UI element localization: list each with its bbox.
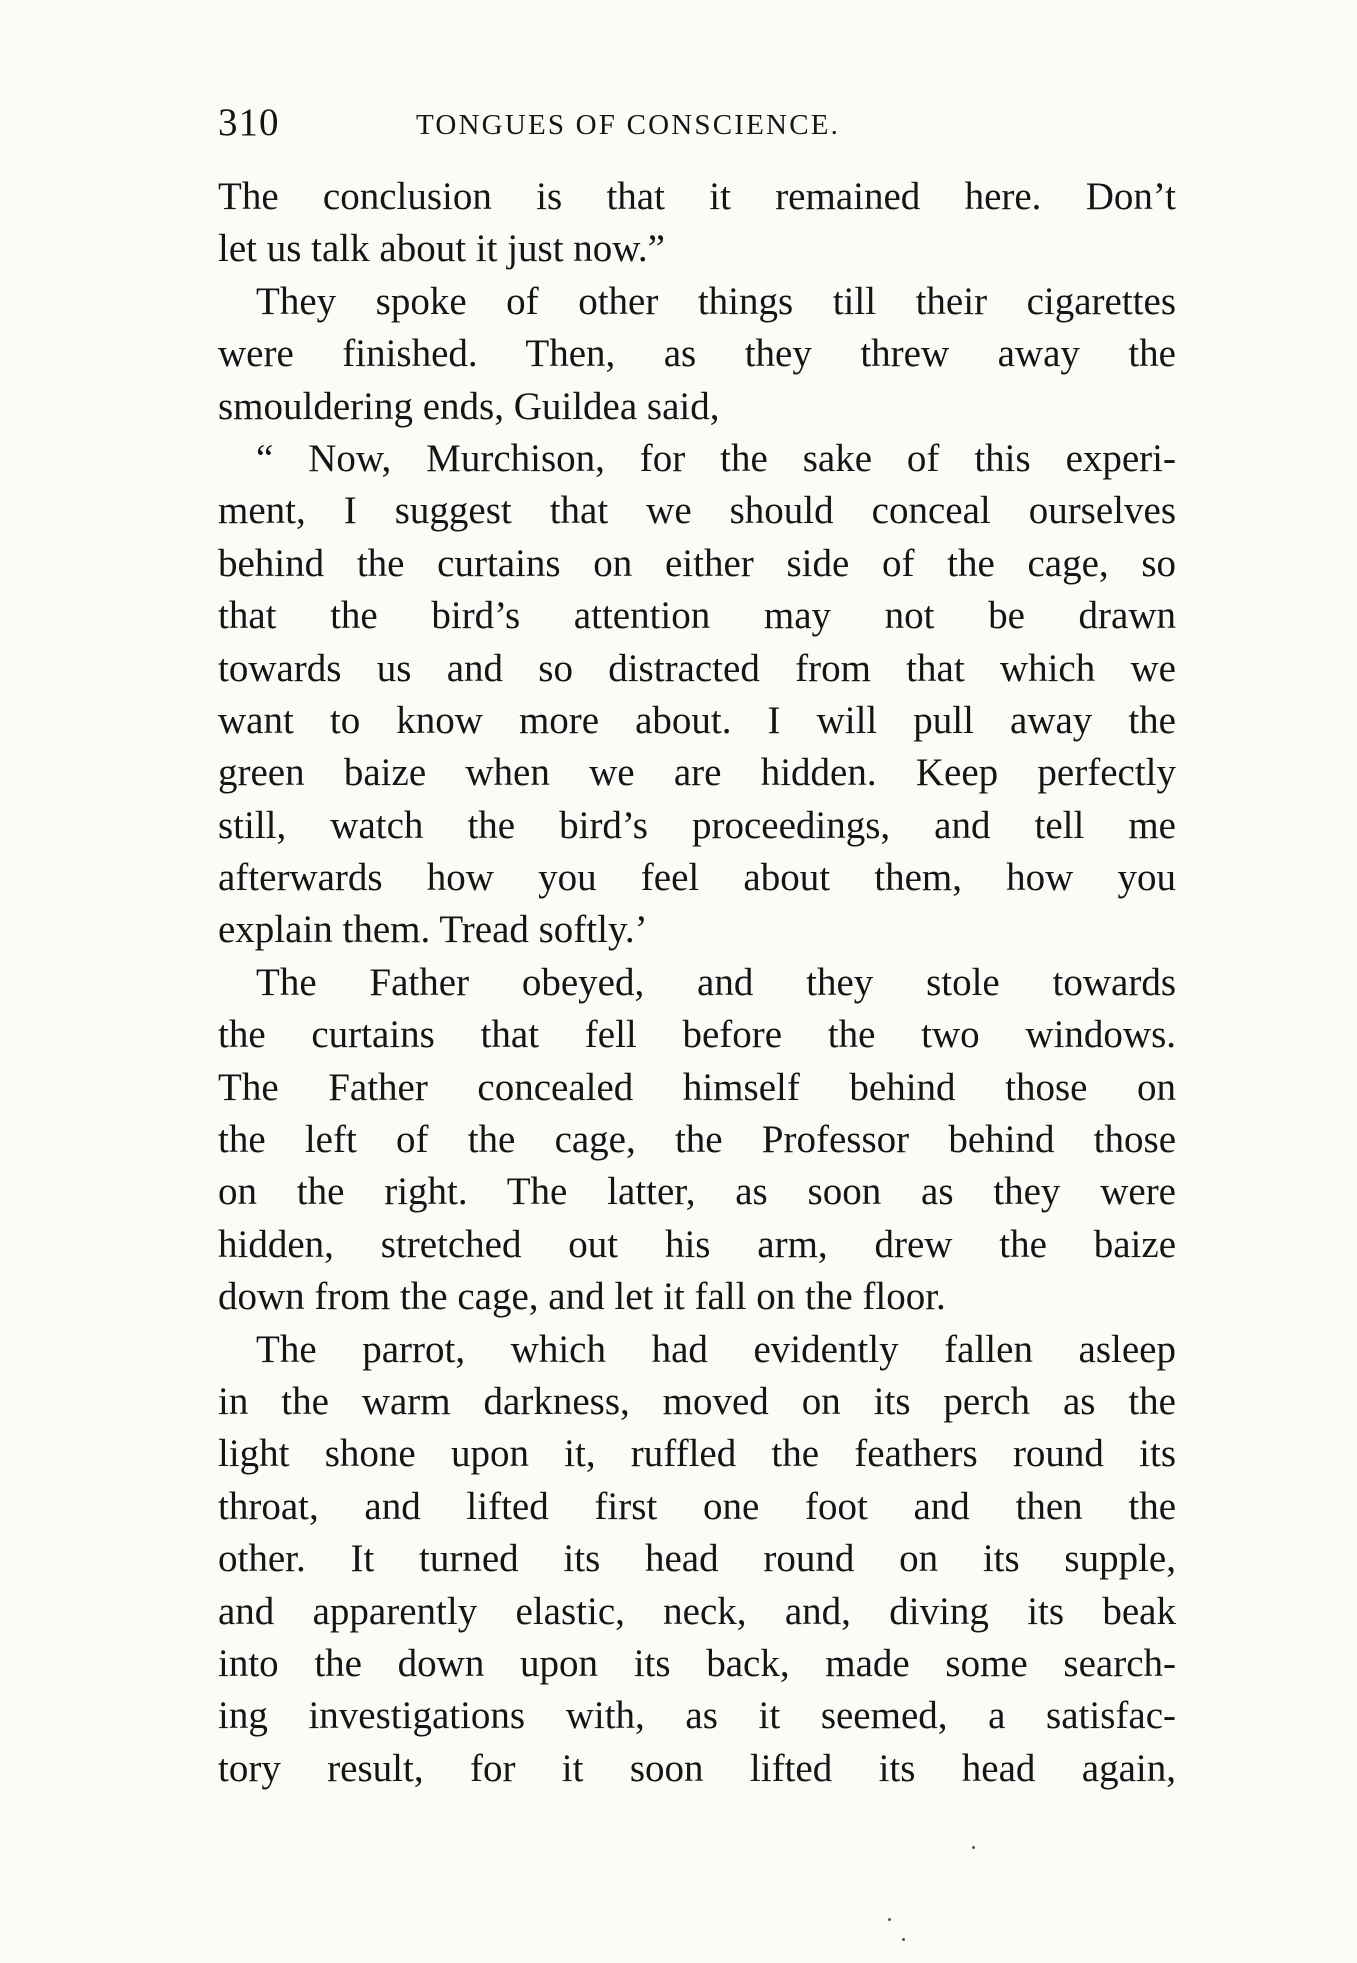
text-line: tory result, for it soon lifted its head again, [218, 1746, 1176, 1790]
text-line: ing investigations with, as it seemed, a satisfac- [218, 1694, 1176, 1738]
paper-speck [902, 1938, 905, 1941]
text-line: in the warm darkness, moved on its perch as the [218, 1379, 1176, 1423]
text-line: the curtains that fell before the two windows. [218, 1013, 1176, 1057]
paragraph-start-line: The parrot, which had evidently fallen asleep [256, 1327, 1176, 1371]
text-line: towards us and so distracted from that which we [218, 646, 1176, 690]
text-line: smouldering ends, Guildea said, [218, 384, 720, 428]
running-title: TONGUES OF CONSCIENCE. [416, 109, 841, 141]
text-line: that the bird’s attention may not be drawn [218, 594, 1176, 638]
text-line: throat, and lifted first one foot and then the [218, 1484, 1176, 1528]
text-line: ment, I suggest that we should conceal ourselves [218, 489, 1176, 533]
text-line: still, watch the bird’s proceedings, and tell me [218, 803, 1176, 847]
text-line: light shone upon it, ruffled the feathers round its [218, 1432, 1176, 1476]
text-line: and apparently elastic, neck, and, diving its beak [218, 1589, 1176, 1633]
running-head [218, 98, 1178, 148]
text-line: explain them. Tread softly.’ [218, 908, 648, 952]
paper-speck [972, 1846, 975, 1849]
text-line: want to know more about. I will pull away the [218, 698, 1176, 742]
page-number: 310 [218, 101, 280, 144]
text-line: the left of the cage, the Professor behind those [218, 1118, 1176, 1162]
text-line: were finished. Then, as they threw away the [218, 332, 1176, 376]
paragraph-start-line: The Father obeyed, and they stole towards [256, 960, 1176, 1004]
text-line: afterwards how you feel about them, how you [218, 856, 1176, 900]
text-line: on the right. The latter, as soon as they were [218, 1170, 1176, 1214]
paragraph-start-line: They spoke of other things till their cigarettes [256, 279, 1176, 323]
text-line: let us talk about it just now.” [218, 227, 665, 271]
body-text [218, 171, 1176, 1795]
text-line: into the down upon its back, made some search- [218, 1641, 1176, 1685]
paragraph-start-line: “ Now, Murchison, for the sake of this experi- [256, 436, 1176, 480]
text-line: behind the curtains on either side of the cage, so [218, 541, 1176, 585]
paper-speck [888, 1918, 891, 1921]
text-line: down from the cage, and let it fall on the floor. [218, 1275, 946, 1319]
text-line: green baize when we are hidden. Keep perfectly [218, 751, 1176, 795]
text-line: hidden, stretched out his arm, drew the baize [218, 1222, 1176, 1266]
text-line: other. It turned its head round on its supple, [218, 1537, 1176, 1581]
text-line: The conclusion is that it remained here. Don’t [218, 175, 1176, 218]
text-line: The Father concealed himself behind those on [218, 1065, 1176, 1109]
